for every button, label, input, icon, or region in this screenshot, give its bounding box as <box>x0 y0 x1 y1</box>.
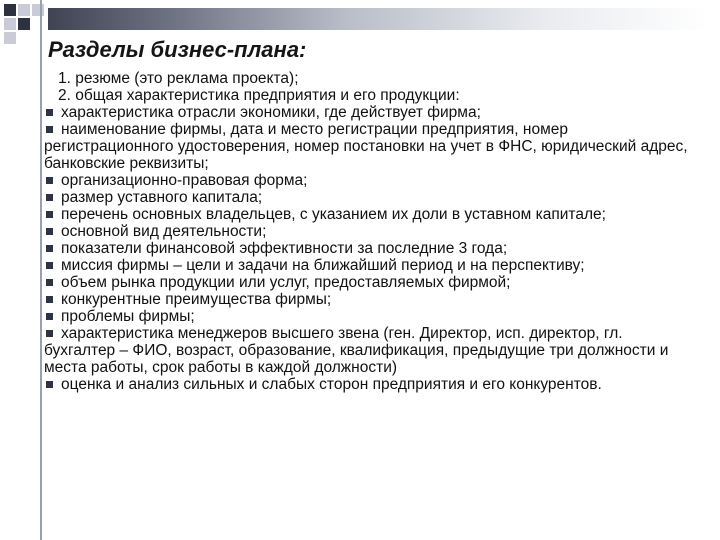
square-bullet-icon <box>46 279 53 286</box>
list-item <box>44 240 694 257</box>
left-divider <box>40 0 42 540</box>
decor-square <box>4 32 16 44</box>
decor-square <box>4 18 16 30</box>
decor-square <box>18 18 30 30</box>
list-item <box>44 172 694 189</box>
list-item-text: наименование фирмы, дата и место регистрации предприятия, номер регистрационного удостоверения, номер постановки на учет в ФНС, юридический адрес, банковские реквизиты; <box>44 121 688 172</box>
list-item <box>44 274 694 291</box>
square-bullet-icon <box>46 228 53 235</box>
square-bullet-icon <box>46 194 53 201</box>
list-item-text: проблемы фирмы; <box>61 308 195 325</box>
numbered-item: 1. резюме (это реклама проекта); <box>58 70 299 87</box>
decor-square <box>32 4 44 16</box>
list-item <box>44 257 694 274</box>
list-item-text: основной вид деятельности; <box>61 223 267 240</box>
list-item <box>44 291 694 308</box>
list-item <box>44 376 694 393</box>
square-bullet-icon <box>46 177 53 184</box>
slide-title: Разделы бизнес-плана: <box>48 37 307 62</box>
slide-body <box>44 70 694 393</box>
list-item <box>44 206 694 223</box>
list-item <box>44 325 694 376</box>
list-item-text: перечень основных владельцев, с указанием их доли в уставном капитале; <box>61 206 606 223</box>
list-item <box>44 223 694 240</box>
square-bullet-icon <box>46 262 53 269</box>
square-bullet-icon <box>46 330 53 337</box>
header-band <box>48 8 708 30</box>
list-item-text: показатели финансовой эффективности за последние 3 года; <box>61 240 508 257</box>
square-bullet-icon <box>46 245 53 252</box>
list-item-text: миссия фирмы – цели и задачи на ближайший период и на перспективу; <box>61 257 585 274</box>
list-item-text: размер уставного капитала; <box>61 189 263 206</box>
list-item <box>44 308 694 325</box>
square-bullet-icon <box>46 126 53 133</box>
list-item <box>44 189 694 206</box>
decor-square <box>4 4 16 16</box>
list-item <box>44 104 694 121</box>
list-item-text: организационно-правовая форма; <box>61 172 308 189</box>
list-item-text: характеристика отрасли экономики, где действует фирма; <box>61 104 481 121</box>
list-item <box>44 121 694 172</box>
square-bullet-icon <box>46 109 53 116</box>
square-bullet-icon <box>46 313 53 320</box>
square-bullet-icon <box>46 211 53 218</box>
list-item-text: объем рынка продукции или услуг, предоставляемых фирмой; <box>61 274 511 291</box>
numbered-item: 2. общая характеристика предприятия и его продукции: <box>58 87 460 104</box>
list-item-text: конкурентные преимущества фирмы; <box>61 291 332 308</box>
square-bullet-icon <box>46 381 53 388</box>
square-bullet-icon <box>46 296 53 303</box>
decor-square <box>18 4 30 16</box>
list-item-text: оценка и анализ сильных и слабых сторон предприятия и его конкурентов. <box>61 376 602 393</box>
list-item-text: характеристика менеджеров высшего звена (ген. Директор, исп. директор, гл. бухгалтер – ФИО, возраст, образование, квалификация, предыдущие три должности и места работы, срок работы в каждой должности) <box>44 325 669 376</box>
